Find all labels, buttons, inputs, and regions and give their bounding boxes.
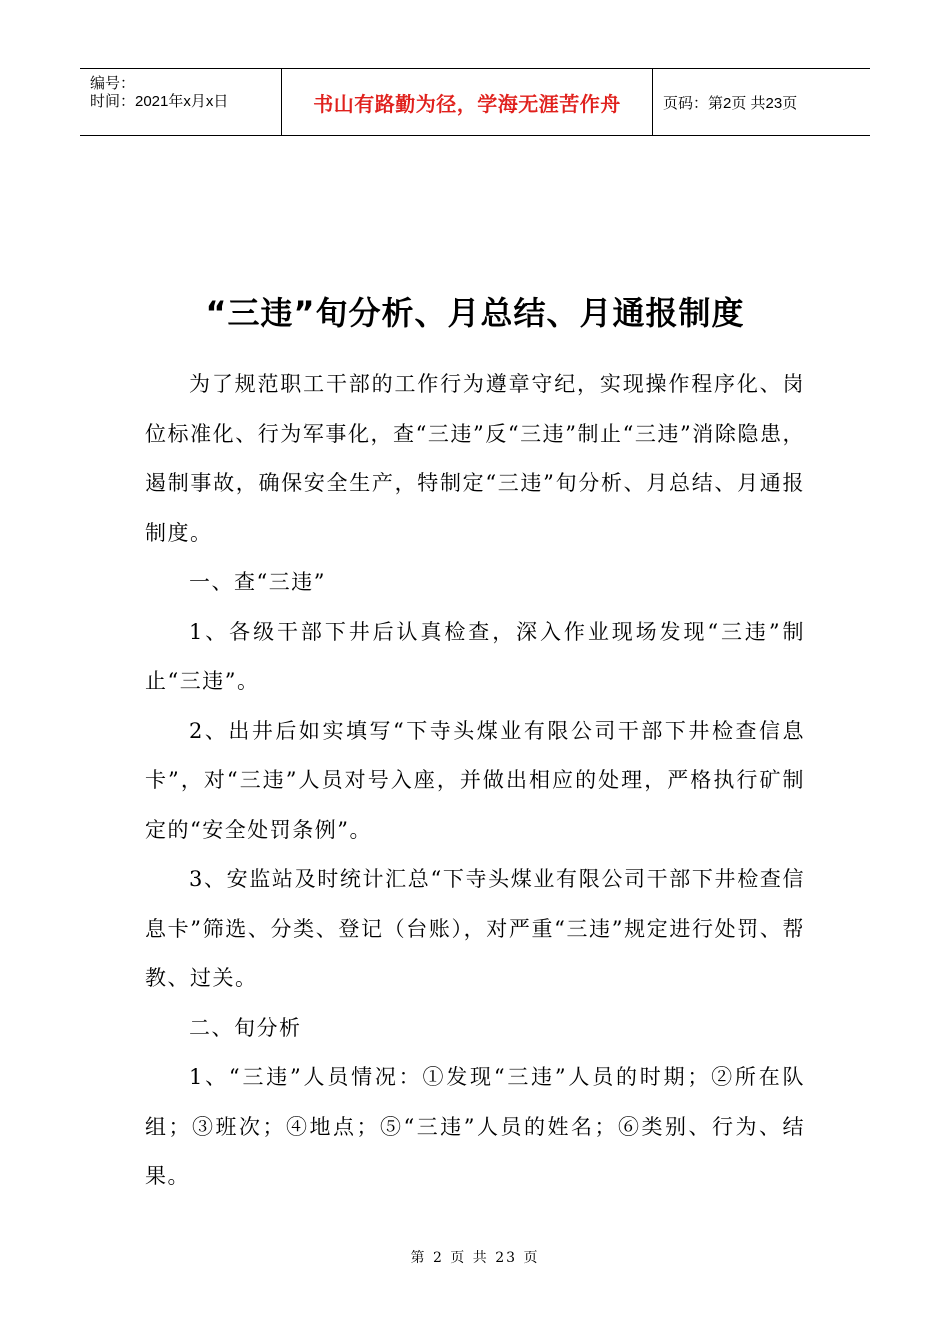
paragraph-item: 2、出井后如实填写“下寺头煤业有限公司干部下井检查信息卡”，对“三违”人员对号入座，并做出相应的处理，严格执行矿制定的“安全处罚条例”。 [145, 718, 805, 842]
paragraph-item: 1、各级干部下井后认真检查，深入作业现场发现“三违”制止“三违”。 [145, 619, 805, 693]
motto-text: 书山有路勤为径，学海无涯苦作舟 [313, 91, 621, 116]
time-label: 时间：2021年x月x日 [90, 93, 229, 110]
document-body [145, 360, 805, 1202]
code-label: 编号： [90, 75, 136, 92]
header-table [80, 68, 870, 136]
paragraph-item: 1、“三违”人员情况：①发现“三违”人员的时期；②所在队组；③班次；④地点；⑤“三违”人员的姓名；⑥类别、行为、结果。 [145, 1065, 805, 1188]
page-footer: 第 2 页 共 23 页 [410, 1250, 540, 1266]
document-title: “三违”旬分析、月总结、月通报制度 [205, 294, 745, 332]
section-heading-1: 一、查“三违” [189, 570, 326, 594]
header-info-cell [80, 69, 281, 135]
header-page-cell [653, 69, 870, 135]
header-motto-cell [281, 69, 653, 135]
page-label: 页码：第2页 共23页 [663, 94, 798, 112]
paragraph-item: 3、安监站及时统计汇总“下寺头煤业有限公司干部下井检查信息卡”筛选、分类、登记（台账），对严重“三违”规定进行处罚、帮教、过关。 [145, 867, 805, 990]
section-heading-2: 二、旬分析 [189, 1015, 302, 1040]
paragraph-intro: 为了规范职工干部的工作行为遵章守纪，实现操作程序化、岗位标准化、行为军事化，查“三违”反“三违”制止“三违”消除隐患，遏制事故，确保安全生产，特制定“三违”旬分析、月总结、月通报制度。 [145, 372, 805, 545]
